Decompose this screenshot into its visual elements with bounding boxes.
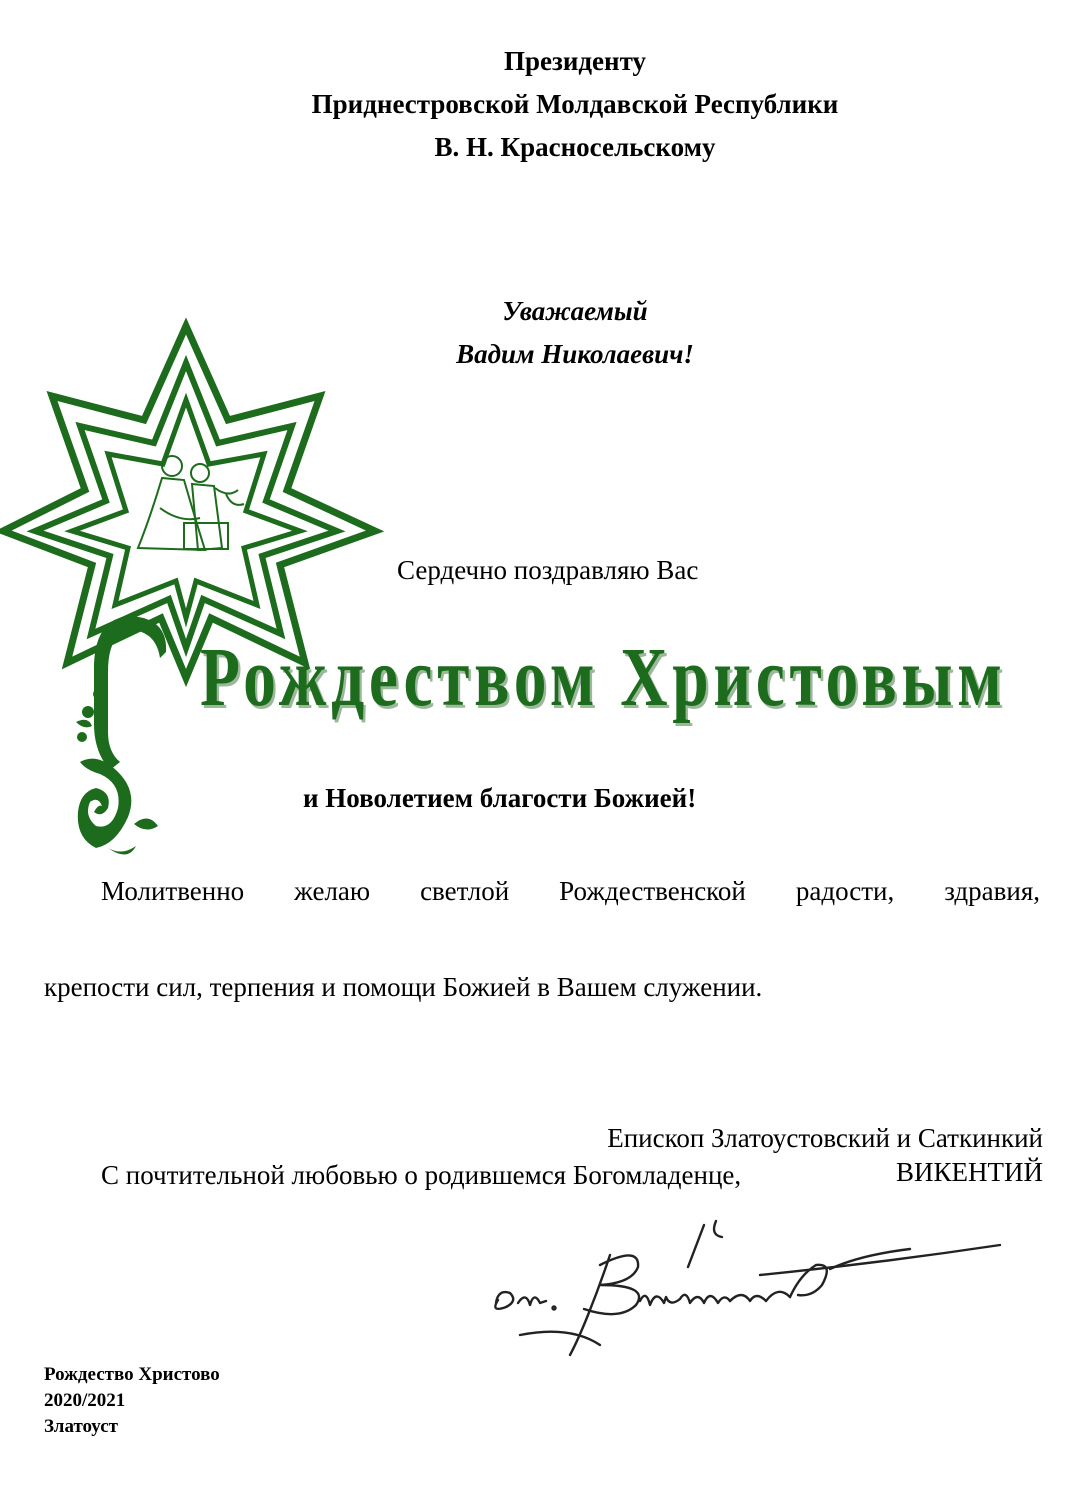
addressee-line-2: Приднестровской Молдавской Республики [311, 89, 839, 119]
footer-block [44, 1362, 220, 1440]
footer-city: Златоуст [44, 1416, 118, 1437]
addressee-block [0, 40, 1088, 169]
body-line-1: Молитвенно желаю светлой Рождественской радости, здравия, [101, 876, 1040, 906]
star-outline-outer [3, 326, 375, 678]
footer-year: 2020/2021 [44, 1390, 126, 1411]
addressee-line-3: В. Н. Красносельскому [434, 132, 716, 162]
handwritten-signature [460, 1205, 1020, 1375]
body-line-2: крепости сил, терпения и помощи Божией в Вашем служении. [44, 972, 763, 1002]
signatory-block [607, 1121, 1043, 1189]
addressee-line-1: Президенту [503, 46, 646, 76]
salutation-line-2: Вадим Николаевич! [456, 339, 694, 369]
closing-line: С почтительной любовью о родившемся Богомладенце, [101, 1160, 742, 1190]
signatory-title: Епископ Златоустовский и Саткинкий [607, 1123, 1043, 1153]
footer-occasion: Рождество Христово [44, 1364, 220, 1385]
salutation [0, 290, 1088, 376]
signatory-name: ВИКЕНТИЙ [896, 1157, 1043, 1187]
sub-greeting: и Новолетием благости Божией! [303, 783, 697, 813]
congrats-line: Сердечно поздравляю Вас [397, 555, 699, 585]
nativity-figures-icon [138, 456, 244, 550]
headline-christmas: Рождеством Христовым [200, 631, 1007, 724]
salutation-line-1: Уважаемый [502, 296, 648, 326]
ornamental-initial-letter [68, 612, 178, 862]
